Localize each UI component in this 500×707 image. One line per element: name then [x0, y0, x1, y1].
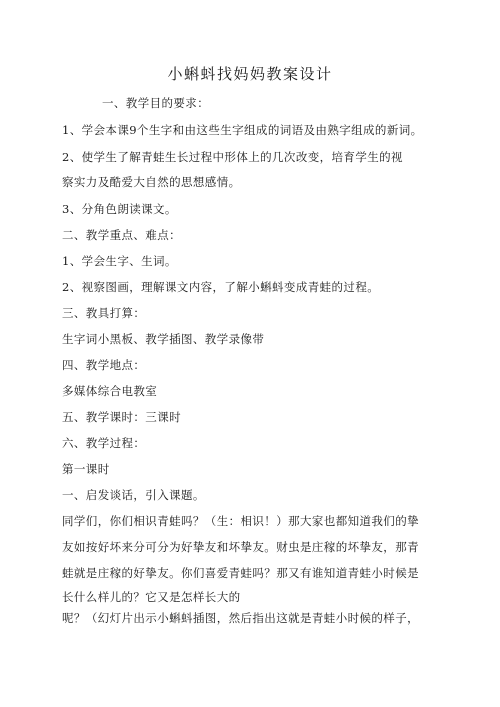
section-heading-objectives: 一、教学目的要求： — [102, 96, 210, 110]
paragraph-line: 1、学会生字、生词。 — [62, 254, 177, 268]
section-heading-key-points: 二、教学重点、难点： — [62, 228, 181, 242]
paragraph-line: 3、分角色朗读课文。 — [62, 202, 177, 216]
paragraph-line: 呢？（幻灯片出示小蝌蚪插图，然后指出这就是青蛙小时候的样子， — [62, 611, 419, 625]
section-heading-location: 四、教学地点： — [62, 358, 146, 372]
subheading-first-lesson: 第一课时 — [62, 462, 110, 476]
document-title: 小蝌蚪找妈妈教案设计 — [167, 65, 333, 83]
paragraph-line: 友如按好坏来分可分为好挚友和坏挚友。财虫是庄稼的坏挚友，那青 — [62, 540, 419, 554]
paragraph-line: 生字词小黑板、教学插图、教学录像带 — [62, 332, 265, 346]
section-heading-class-hours: 五、教学课时：三课时 — [62, 410, 181, 424]
section-heading-teaching-aids: 三、教具打算： — [62, 306, 146, 320]
paragraph-line: 长什么样儿的？它又是怎样长大的 — [62, 590, 241, 604]
section-heading-process: 六、教学过程： — [62, 436, 146, 450]
paragraph-line: 2、视察图画，理解课文内容，了解小蝌蚪变成青蛙的过程。 — [62, 280, 380, 294]
paragraph-line: 蛙就是庄稼的好挚友。你们喜爱青蛙吗？那又有谁知道青蛙小时候是 — [62, 566, 419, 580]
paragraph-line: 1、学会本课9个生字和由这些生字组成的词语及由熟字组成的新词。 — [62, 123, 423, 137]
subheading-introduction: 一、启发谈话，引入课题。 — [62, 488, 205, 502]
paragraph-line: 同学们，你们相识青蛙吗？（生：相识！）那大家也都知道我们的挚 — [62, 514, 419, 528]
paragraph-line: 察实力及酷爱大自然的思想感情。 — [62, 175, 241, 189]
paragraph-line: 2、使学生了解青蛙生长过程中形体上的几次改变，培育学生的视 — [62, 150, 403, 164]
paragraph-line: 多媒体综合电教室 — [62, 384, 158, 398]
